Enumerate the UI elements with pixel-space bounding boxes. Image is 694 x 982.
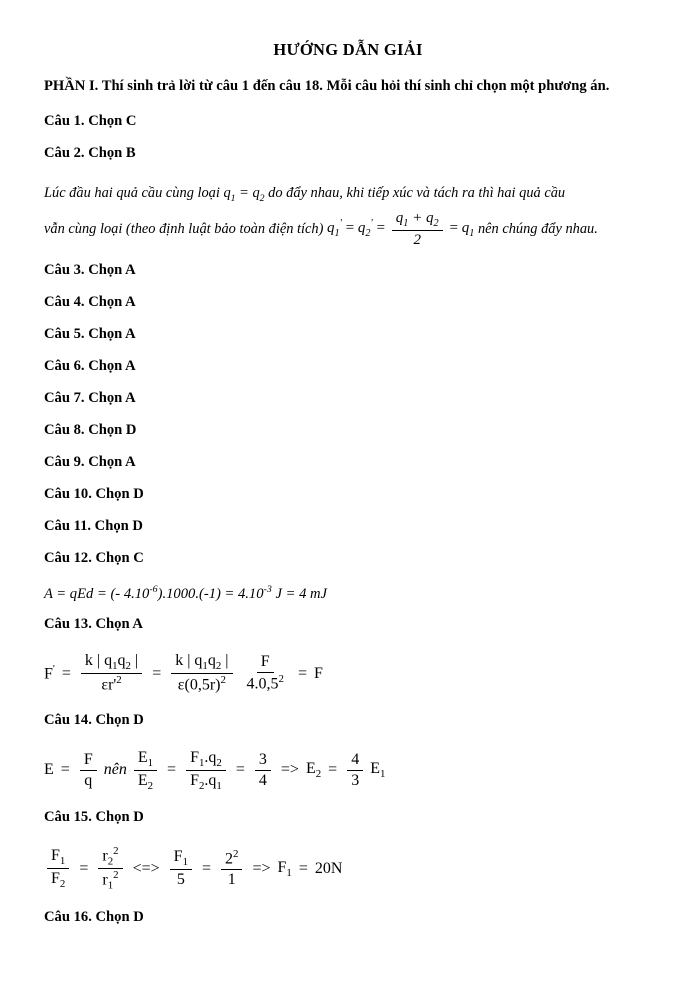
answer-cau-11: Câu 11. Chọn D bbox=[44, 518, 143, 534]
f13-n1-s2: 2 bbox=[125, 660, 131, 673]
formula-14-frac5-den: 3 bbox=[351, 771, 360, 789]
formula-14-rhs-E1: E bbox=[370, 760, 380, 778]
answer-cau-3: Câu 3. Chọn A bbox=[44, 262, 136, 278]
formula-14-frac1-num: F bbox=[80, 751, 97, 771]
answer-cau-1: Câu 1. Chọn C bbox=[44, 112, 137, 129]
explanation-cau-2-equation bbox=[327, 210, 474, 249]
formula-14-arrow: => bbox=[280, 761, 299, 779]
document-content bbox=[44, 40, 652, 934]
eq-equals-3: = bbox=[448, 220, 459, 237]
formula-13-fraction-1 bbox=[81, 652, 142, 694]
formula-14-fraction-4 bbox=[255, 751, 271, 790]
eq-equals-1: = bbox=[344, 220, 355, 237]
f14-d2-sub: 2 bbox=[147, 779, 154, 792]
formula-13-fraction-2 bbox=[171, 652, 232, 694]
formula-14-frac3-num bbox=[186, 749, 226, 771]
formula-15-frac1-den bbox=[47, 869, 69, 890]
formula-14-frac2-num bbox=[134, 749, 157, 771]
fraction-denominator: 2 bbox=[413, 231, 421, 248]
formula-cau-13 bbox=[44, 652, 652, 694]
formula-14-frac4-num: 3 bbox=[255, 751, 271, 771]
answer-cau-13: Câu 13. Chọn A bbox=[44, 615, 143, 632]
formula-15-frac4-num bbox=[221, 849, 242, 870]
formula-13-lhs-prime: ' bbox=[52, 662, 55, 675]
frac-q2-sub: 2 bbox=[433, 217, 439, 229]
f15-d2-sub: 1 bbox=[107, 879, 114, 892]
f15-n2-sub: 2 bbox=[107, 855, 114, 868]
f13-n1-k: k | q bbox=[84, 652, 113, 670]
eq-q2-prime-mark: ' bbox=[370, 218, 373, 230]
formula-13-rhs: F bbox=[313, 664, 323, 682]
explanation-cau-2 bbox=[44, 177, 652, 248]
formula-13-equals-2: = bbox=[152, 664, 162, 682]
f13-d3: 4.0,5 bbox=[246, 675, 279, 693]
answer-cau-16: Câu 16. Chọn D bbox=[44, 909, 144, 926]
f14-d2: E bbox=[137, 771, 148, 789]
f13-n1-end: | bbox=[130, 652, 139, 670]
formula-14-rhs-E-sub: 2 bbox=[315, 768, 322, 781]
f15-n2-exp: 2 bbox=[113, 844, 119, 857]
formula-14-equals-4: = bbox=[328, 761, 338, 779]
formula-15-fraction-4 bbox=[221, 849, 242, 889]
formula-15-frac1-num bbox=[47, 847, 69, 869]
fraction-numerator bbox=[392, 210, 443, 231]
f14-d3: F bbox=[190, 771, 199, 789]
formula-13-equals-1: = bbox=[61, 664, 71, 682]
f13-n2-q2: q bbox=[207, 652, 216, 670]
formula-14-frac2-den bbox=[134, 771, 157, 792]
formula-13-lhs: F bbox=[44, 665, 53, 683]
formula-13-frac3-num: F bbox=[257, 653, 274, 673]
f14-n3-sub: 1 bbox=[198, 756, 205, 769]
section-intro: PHẦN I. Thí sinh trả lời từ câu 1 đến câu 18. Mỗi câu hỏi thí sinh chỉ chọn một phương án. bbox=[44, 78, 610, 94]
page-title: HƯỚNG DẪN GIẢI bbox=[273, 40, 423, 59]
eq-result-q: q bbox=[461, 220, 470, 237]
formula-15-fraction-1 bbox=[47, 847, 69, 890]
f13-d1: εr' bbox=[101, 676, 117, 694]
formula-15-frac3-den: 5 bbox=[176, 871, 185, 889]
formula-14-equals-1: = bbox=[60, 761, 70, 779]
formula-14-fraction-5 bbox=[347, 751, 363, 790]
formula-15-fraction-2 bbox=[98, 846, 122, 892]
answer-cau-5: Câu 5. Chọn A bbox=[44, 326, 136, 342]
f15-d1-sub: 2 bbox=[59, 878, 66, 891]
formula-14-equals-2: = bbox=[167, 761, 177, 779]
f15-n1: F bbox=[51, 847, 60, 865]
explanation-cau-12-mid: ).1000.(-1) = 4.10 bbox=[157, 585, 264, 602]
formula-15-equals-3: = bbox=[298, 859, 308, 877]
formula-15-equals-1: = bbox=[79, 859, 89, 877]
formula-14-frac1-den: q bbox=[84, 771, 93, 789]
f13-d2: ε(0,5r) bbox=[177, 676, 221, 694]
answer-cau-8: Câu 8. Chọn D bbox=[44, 422, 137, 438]
f14-d3-sub2: 1 bbox=[216, 779, 222, 792]
explanation-cau-12-lead: A = qEd = (- 4.10 bbox=[44, 585, 150, 602]
f14-n2-sub: 1 bbox=[147, 756, 154, 769]
formula-13-frac1-num bbox=[81, 652, 142, 674]
eq-q1-prime-mark: ' bbox=[339, 218, 342, 230]
formula-15-rhs-F-sub: 1 bbox=[286, 866, 292, 879]
formula-14-equals-3: = bbox=[235, 761, 245, 779]
formula-15-frac3-num bbox=[170, 848, 192, 870]
f13-n1-q2: q bbox=[117, 652, 126, 670]
explanation-cau-12 bbox=[44, 585, 652, 603]
formula-13-fraction-3 bbox=[243, 653, 288, 693]
f15-d2-exp: 2 bbox=[113, 869, 119, 882]
answer-cau-10: Câu 10. Chọn D bbox=[44, 486, 144, 502]
eq-q1-prime: q bbox=[326, 220, 335, 237]
eq-result-sub: 1 bbox=[469, 228, 475, 240]
explanation-cau-12-tail: J = 4 mJ bbox=[271, 585, 328, 602]
explanation-cau-12-exp-1: -6 bbox=[149, 583, 158, 595]
formula-14-frac5-num: 4 bbox=[347, 751, 363, 771]
formula-15-frac2-den bbox=[98, 869, 122, 891]
f15-n2: r bbox=[102, 847, 108, 865]
answer-cau-15: Câu 15. Chọn D bbox=[44, 809, 144, 826]
f13-d3-exp: 2 bbox=[278, 673, 284, 686]
f15-n3: F bbox=[173, 848, 183, 866]
formula-14-frac4-den: 4 bbox=[258, 771, 267, 789]
formula-15-frac4-den: 1 bbox=[227, 870, 236, 888]
f15-n1-sub: 1 bbox=[59, 855, 66, 868]
answer-cau-2: Câu 2. Chọn B bbox=[44, 144, 136, 161]
eq-equals-2: = bbox=[375, 220, 386, 237]
explanation-cau-2-tail: nên chúng đẩy nhau. bbox=[477, 220, 598, 237]
answer-cau-9: Câu 9. Chọn A bbox=[44, 454, 136, 470]
f14-d3-sub: 2 bbox=[198, 779, 205, 792]
answer-cau-14: Câu 14. Chọn D bbox=[44, 712, 144, 729]
formula-15-arrow-2: => bbox=[252, 859, 271, 877]
f14-n3: F bbox=[190, 748, 199, 766]
formula-14-lead: E bbox=[44, 761, 54, 779]
explanation-cau-2-line2: vẫn cùng loại (theo định luật bảo toàn điện tích) bbox=[44, 220, 324, 237]
f13-d2-exp: 2 bbox=[220, 674, 226, 687]
f15-n3-sub: 1 bbox=[182, 856, 188, 869]
formula-cau-14 bbox=[44, 749, 652, 792]
f13-n2-s1: 1 bbox=[202, 660, 208, 673]
formula-15-rhs-value: 20N bbox=[314, 859, 343, 877]
formula-14-fraction-2 bbox=[134, 749, 157, 792]
eq-q2-prime: q bbox=[357, 220, 366, 237]
formula-15-arrow-1: <=> bbox=[132, 859, 160, 877]
answer-cau-6: Câu 6. Chọn A bbox=[44, 358, 136, 374]
formula-13-equals-4: = bbox=[297, 664, 307, 682]
explanation-cau-2-text-3: do đẩy nhau, khi tiếp xúc và tách ra thì hai quả cầu bbox=[264, 185, 566, 202]
formula-14-nen: nên bbox=[103, 761, 127, 779]
explanation-cau-2-text-1: Lúc đầu hai quả cầu cùng loại q bbox=[44, 185, 231, 202]
f14-n2: E bbox=[137, 748, 148, 766]
formula-14-fraction-1 bbox=[80, 751, 97, 790]
f13-n2-end: | bbox=[221, 652, 229, 670]
explanation-cau-2-text-2: = q bbox=[235, 185, 260, 202]
f13-n1-s1: 1 bbox=[112, 660, 118, 673]
frac-plus: + q bbox=[408, 209, 434, 226]
f15-n4: 2 bbox=[225, 849, 234, 867]
answer-cau-12: Câu 12. Chọn C bbox=[44, 550, 144, 566]
formula-14-rhs-E1-sub: 1 bbox=[379, 768, 386, 781]
formula-13-frac3-den bbox=[243, 673, 288, 693]
formula-15-rhs-F: F bbox=[277, 858, 287, 876]
formula-15-frac2-num bbox=[98, 846, 122, 869]
f14-d3-b: .q bbox=[204, 771, 217, 789]
formula-13-frac2-den bbox=[174, 674, 230, 694]
formula-14-rhs-E: E bbox=[305, 760, 316, 778]
formula-14-fraction-3 bbox=[186, 749, 226, 792]
f15-n4-exp: 2 bbox=[233, 847, 239, 860]
formula-13-frac2-num bbox=[171, 652, 232, 674]
explanation-cau-2-sub-1: 1 bbox=[230, 192, 236, 204]
frac-q1-sub: 1 bbox=[403, 217, 409, 229]
f15-d1: F bbox=[51, 870, 60, 888]
f13-d1-exp: 2 bbox=[116, 674, 122, 687]
formula-14-frac3-den bbox=[186, 771, 226, 792]
answer-cau-7: Câu 7. Chọn A bbox=[44, 390, 136, 406]
f15-d2: r bbox=[102, 871, 108, 889]
frac-q1: q bbox=[395, 209, 404, 226]
fraction-q1-plus-q2-over-2 bbox=[392, 210, 443, 249]
explanation-cau-2-sub-2: 2 bbox=[259, 192, 265, 204]
formula-13-frac1-den bbox=[97, 674, 125, 694]
formula-15-equals-2: = bbox=[202, 859, 212, 877]
answer-cau-4: Câu 4. Chọn A bbox=[44, 294, 136, 310]
eq-q1-prime-sub: 1 bbox=[334, 228, 340, 240]
eq-q2-prime-sub: 2 bbox=[365, 228, 371, 240]
formula-15-fraction-3 bbox=[170, 848, 192, 889]
explanation-cau-12-exp-2: -3 bbox=[263, 583, 272, 595]
f14-n3-sub2: 2 bbox=[216, 756, 222, 769]
f13-n2-s2: 2 bbox=[215, 660, 222, 673]
formula-cau-15 bbox=[44, 846, 652, 892]
f13-n2-k: k | q bbox=[175, 652, 203, 670]
f14-n3-b: .q bbox=[204, 748, 217, 766]
